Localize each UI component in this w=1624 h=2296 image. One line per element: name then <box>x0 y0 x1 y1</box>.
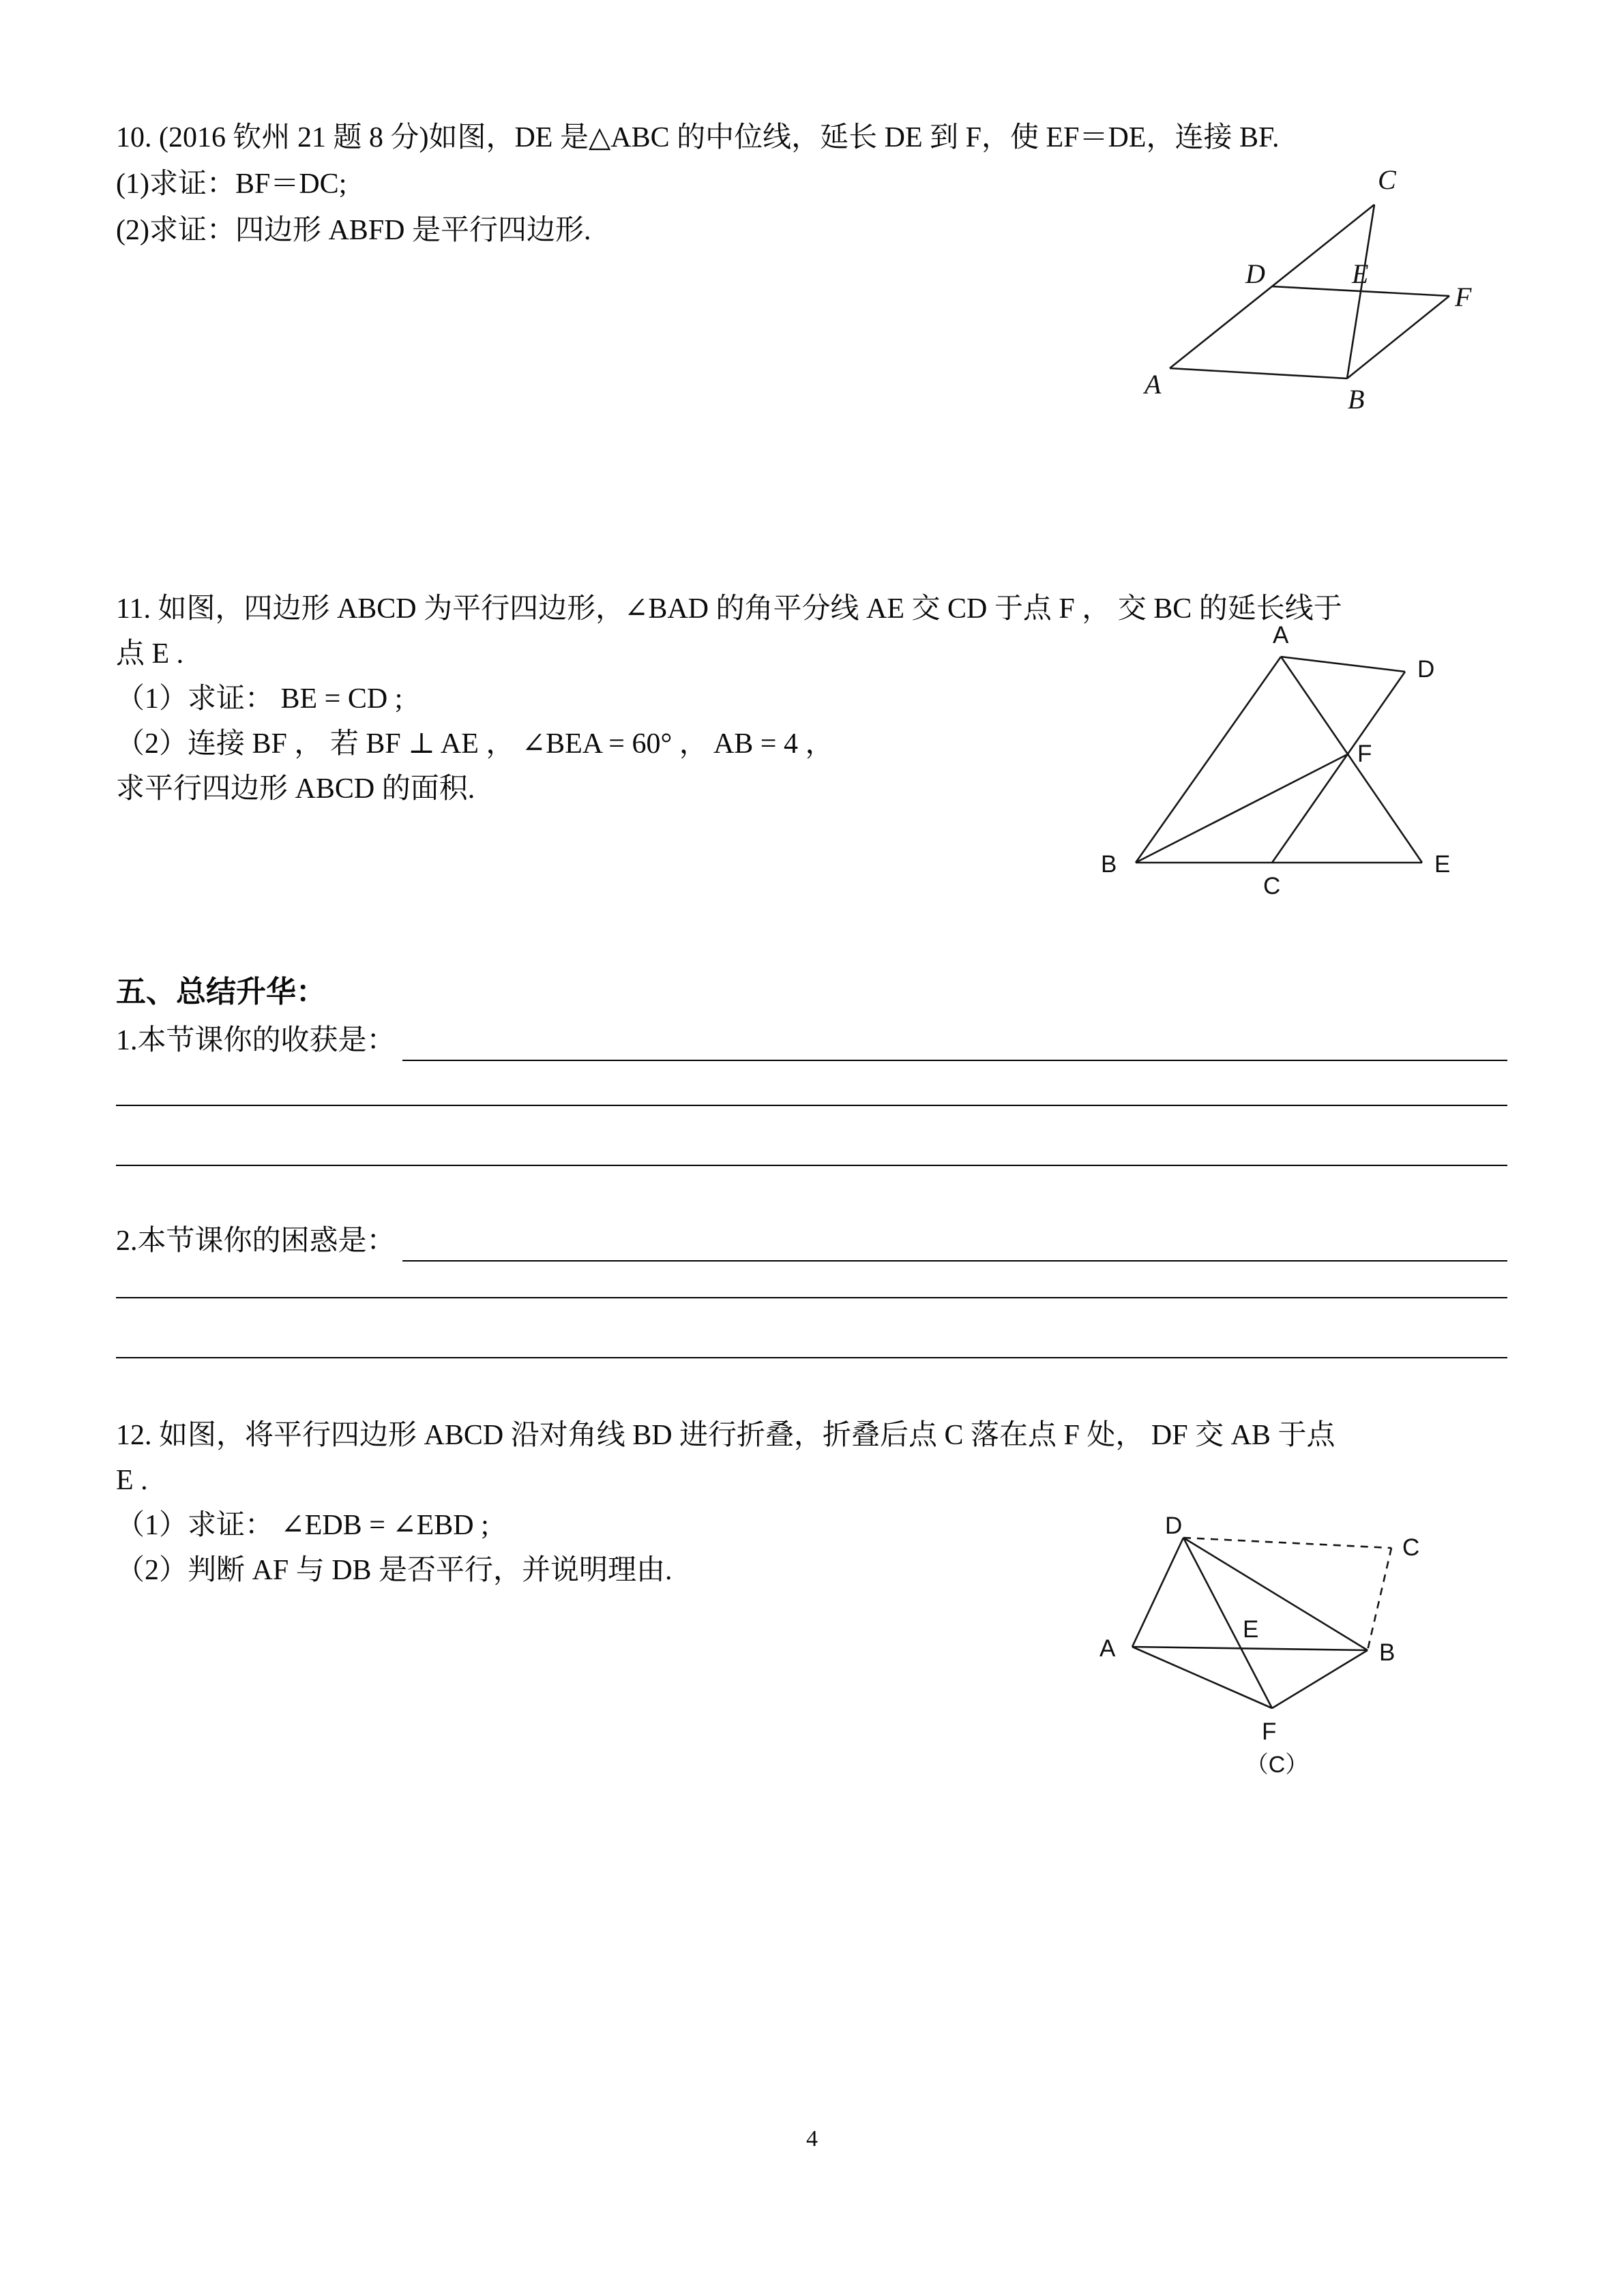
problem-10-part1: (1)求证：BF＝DC; <box>116 168 347 200</box>
vertex-label-D: D <box>1417 656 1435 683</box>
dashed-edge-DC <box>1183 1538 1391 1548</box>
vertex-label-D: D <box>1245 258 1265 289</box>
vertex-label-E: E <box>1352 258 1369 289</box>
vertex-label-C: C <box>1263 873 1281 899</box>
figure-problem-10 <box>1112 153 1480 419</box>
vertex-label-E: E <box>1243 1616 1259 1643</box>
problem-11-stem-line2: 点 E . <box>116 638 184 670</box>
summary-item-1-row <box>116 1020 1507 1061</box>
figure-problem-12 <box>1064 1497 1473 1790</box>
summary-item-2-label: 2.本节课你的困惑是： <box>116 1225 396 1257</box>
edge-AB <box>1170 368 1347 378</box>
problem-10-part2: (2)求证：四边形 ABFD 是平行四边形. <box>116 215 591 246</box>
dashed-edge-CB <box>1368 1548 1391 1650</box>
blank-line <box>402 1223 1507 1262</box>
summary-item-1-label: 1.本节课你的收获是： <box>116 1025 396 1056</box>
edge-AB <box>1136 657 1281 863</box>
vertex-label-B: B <box>1379 1639 1396 1666</box>
vertex-label-B: B <box>1101 851 1117 878</box>
problem-12-part1: （1）求证： ∠EDB = ∠EBD ; <box>116 1510 489 1541</box>
problem-11-stem-line1: 11. 如图，四边形 ABCD 为平行四边形，∠BAD 的角平分线 AE 交 CD 于点 F ， 交 BC 的延长线于 <box>116 593 1342 625</box>
edge-AD <box>1281 657 1405 672</box>
problem-12-stem-line1: 12. 如图，将平行四边形 ABCD 沿对角线 BD 进行折叠，折叠后点 C 落在点 F 处， DF 交 AB 于点 <box>116 1420 1335 1451</box>
problem-10 <box>116 115 1279 254</box>
bisector-AE <box>1281 657 1422 863</box>
diagonal-DB <box>1183 1538 1368 1650</box>
segment-BF <box>1136 754 1348 863</box>
problem-11-part2-line1: （2）连接 BF ， 若 BF ⊥ AE ， ∠BEA = 60° ， AB = 4 ， <box>116 728 834 760</box>
page-number: 4 <box>806 2126 818 2151</box>
vertex-label-A: A <box>1273 622 1289 648</box>
segment-BF <box>1347 296 1449 378</box>
fold-segment-BF <box>1272 1650 1368 1708</box>
vertex-label-C: C <box>1378 164 1396 195</box>
blank-line <box>116 1105 1507 1106</box>
edge-AB <box>1132 1647 1368 1650</box>
segment-AF <box>1132 1647 1272 1708</box>
vertex-label-A: A <box>1099 1635 1116 1662</box>
vertex-label-F: F <box>1455 282 1472 312</box>
blank-line <box>116 1357 1507 1358</box>
problem-12-part2: （2）判断 AF 与 DB 是否平行，并说明理由. <box>116 1555 673 1586</box>
problem-12-stem-line2: E . <box>116 1465 148 1496</box>
vertex-label-A: A <box>1145 369 1162 400</box>
summary-item-2-row <box>116 1221 1507 1262</box>
edge-DC <box>1272 672 1405 863</box>
fold-segment-DF <box>1183 1538 1272 1708</box>
blank-line <box>116 1165 1507 1166</box>
problem-11-part1: （1）求证： BE = CD ; <box>116 683 403 715</box>
vertex-label-B: B <box>1348 384 1365 415</box>
problem-10-stem: 10. (2016 钦州 21 题 8 分)如图，DE 是△ABC 的中位线，延长 DE 到 F，使 EF＝DE，连接 BF. <box>116 122 1280 153</box>
summary-heading: 五、总结升华： <box>116 975 326 1009</box>
vertex-label-F: F <box>1262 1718 1277 1745</box>
figure-problem-11 <box>1091 610 1473 910</box>
blank-line <box>402 1023 1507 1061</box>
problem-11-part2-line2: 求平行四边形 ABCD 的面积. <box>116 773 475 805</box>
vertex-label-C: C <box>1402 1534 1420 1561</box>
vertex-label-D: D <box>1165 1512 1183 1539</box>
figure-12-caption: （C） <box>1245 1752 1309 1778</box>
vertex-label-F: F <box>1357 741 1372 767</box>
blank-line <box>116 1297 1507 1298</box>
vertex-label-E: E <box>1434 851 1451 878</box>
edge-DA <box>1132 1538 1183 1647</box>
